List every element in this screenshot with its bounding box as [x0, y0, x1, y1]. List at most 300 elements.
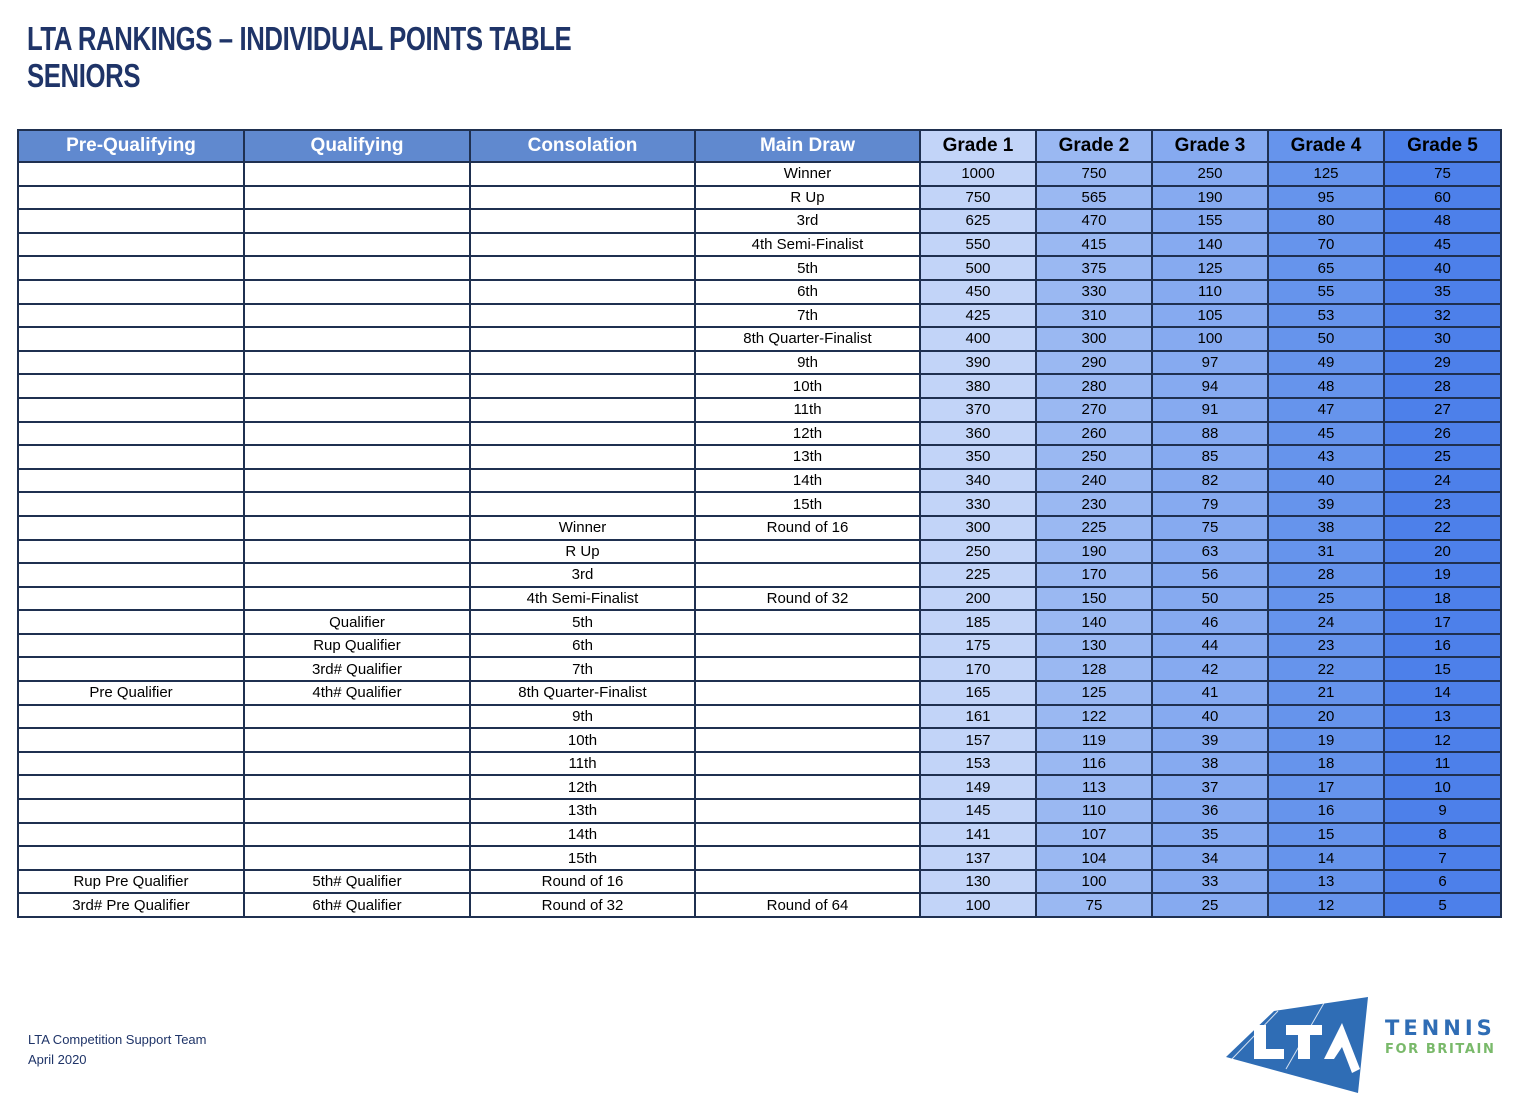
cell-pre-qualifying	[18, 634, 244, 658]
cell-grade-3: 46	[1152, 610, 1268, 634]
table-row	[18, 233, 1501, 257]
cell-grade-3: 37	[1152, 775, 1268, 799]
cell-consolation: 7th	[470, 657, 695, 681]
cell-grade-1: 225	[920, 563, 1036, 587]
cell-grade-4: 15	[1268, 823, 1384, 847]
header-pre-qualifying: Pre-Qualifying	[18, 130, 244, 162]
cell-grade-2: 565	[1036, 186, 1152, 210]
cell-grade-1: 300	[920, 516, 1036, 540]
cell-grade-1: 137	[920, 846, 1036, 870]
header-grade-5: Grade 5	[1384, 130, 1501, 162]
cell-main-draw: Round of 64	[695, 893, 920, 917]
table-row	[18, 256, 1501, 280]
cell-consolation: 14th	[470, 823, 695, 847]
cell-grade-2: 330	[1036, 280, 1152, 304]
cell-main-draw: 7th	[695, 304, 920, 328]
cell-grade-3: 25	[1152, 893, 1268, 917]
cell-pre-qualifying	[18, 540, 244, 564]
cell-main-draw	[695, 681, 920, 705]
table-row	[18, 398, 1501, 422]
table-row	[18, 563, 1501, 587]
cell-grade-4: 12	[1268, 893, 1384, 917]
cell-consolation: 9th	[470, 705, 695, 729]
cell-consolation	[470, 492, 695, 516]
cell-qualifying	[244, 162, 470, 186]
cell-main-draw: 12th	[695, 422, 920, 446]
cell-grade-3: 44	[1152, 634, 1268, 658]
cell-grade-2: 415	[1036, 233, 1152, 257]
cell-grade-3: 140	[1152, 233, 1268, 257]
cell-grade-1: 170	[920, 657, 1036, 681]
cell-grade-1: 425	[920, 304, 1036, 328]
cell-consolation: 12th	[470, 775, 695, 799]
cell-grade-4: 21	[1268, 681, 1384, 705]
cell-pre-qualifying	[18, 186, 244, 210]
cell-main-draw	[695, 870, 920, 894]
cell-qualifying	[244, 492, 470, 516]
cell-qualifying	[244, 422, 470, 446]
cell-grade-4: 31	[1268, 540, 1384, 564]
cell-main-draw: 3rd	[695, 209, 920, 233]
cell-main-draw: Round of 32	[695, 587, 920, 611]
cell-grade-5: 16	[1384, 634, 1501, 658]
cell-grade-1: 390	[920, 351, 1036, 375]
cell-pre-qualifying	[18, 752, 244, 776]
cell-grade-5: 48	[1384, 209, 1501, 233]
cell-qualifying	[244, 799, 470, 823]
cell-grade-4: 49	[1268, 351, 1384, 375]
cell-grade-2: 110	[1036, 799, 1152, 823]
cell-main-draw	[695, 563, 920, 587]
cell-qualifying	[244, 540, 470, 564]
table-row	[18, 327, 1501, 351]
cell-qualifying	[244, 374, 470, 398]
cell-grade-5: 20	[1384, 540, 1501, 564]
cell-grade-5: 11	[1384, 752, 1501, 776]
cell-grade-3: 97	[1152, 351, 1268, 375]
cell-pre-qualifying	[18, 775, 244, 799]
cell-grade-2: 122	[1036, 705, 1152, 729]
cell-qualifying	[244, 846, 470, 870]
cell-grade-4: 48	[1268, 374, 1384, 398]
cell-grade-5: 45	[1384, 233, 1501, 257]
cell-grade-5: 23	[1384, 492, 1501, 516]
table-row	[18, 422, 1501, 446]
table-body	[18, 162, 1501, 917]
cell-pre-qualifying	[18, 280, 244, 304]
cell-grade-2: 230	[1036, 492, 1152, 516]
cell-grade-3: 40	[1152, 705, 1268, 729]
cell-consolation: Winner	[470, 516, 695, 540]
cell-grade-5: 29	[1384, 351, 1501, 375]
logo-for-britain-text: FOR BRITAIN	[1385, 1042, 1496, 1057]
cell-grade-4: 18	[1268, 752, 1384, 776]
cell-grade-3: 190	[1152, 186, 1268, 210]
cell-grade-1: 250	[920, 540, 1036, 564]
cell-grade-4: 39	[1268, 492, 1384, 516]
cell-grade-3: 250	[1152, 162, 1268, 186]
cell-pre-qualifying	[18, 799, 244, 823]
cell-grade-3: 100	[1152, 327, 1268, 351]
header-grade-3: Grade 3	[1152, 130, 1268, 162]
cell-main-draw	[695, 540, 920, 564]
cell-grade-2: 119	[1036, 728, 1152, 752]
cell-main-draw: 8th Quarter-Finalist	[695, 327, 920, 351]
cell-consolation	[470, 162, 695, 186]
cell-pre-qualifying	[18, 351, 244, 375]
cell-grade-4: 47	[1268, 398, 1384, 422]
cell-consolation	[470, 233, 695, 257]
cell-grade-1: 165	[920, 681, 1036, 705]
cell-grade-4: 16	[1268, 799, 1384, 823]
cell-consolation	[470, 445, 695, 469]
cell-consolation	[470, 256, 695, 280]
cell-grade-1: 400	[920, 327, 1036, 351]
table-row	[18, 162, 1501, 186]
table-row	[18, 823, 1501, 847]
table-row	[18, 374, 1501, 398]
cell-qualifying	[244, 327, 470, 351]
cell-grade-4: 22	[1268, 657, 1384, 681]
cell-grade-5: 26	[1384, 422, 1501, 446]
cell-consolation	[470, 398, 695, 422]
cell-grade-2: 470	[1036, 209, 1152, 233]
table-row	[18, 610, 1501, 634]
page-title	[27, 20, 571, 94]
cell-grade-2: 130	[1036, 634, 1152, 658]
table-row	[18, 799, 1501, 823]
cell-grade-3: 91	[1152, 398, 1268, 422]
cell-grade-5: 12	[1384, 728, 1501, 752]
cell-pre-qualifying	[18, 374, 244, 398]
cell-main-draw	[695, 846, 920, 870]
cell-grade-1: 175	[920, 634, 1036, 658]
lta-court-logo-icon	[1226, 995, 1376, 1095]
cell-grade-4: 38	[1268, 516, 1384, 540]
cell-qualifying	[244, 587, 470, 611]
cell-main-draw: 6th	[695, 280, 920, 304]
cell-grade-2: 375	[1036, 256, 1152, 280]
cell-grade-1: 340	[920, 469, 1036, 493]
cell-grade-1: 350	[920, 445, 1036, 469]
cell-pre-qualifying	[18, 823, 244, 847]
cell-grade-4: 53	[1268, 304, 1384, 328]
cell-grade-1: 330	[920, 492, 1036, 516]
cell-grade-3: 36	[1152, 799, 1268, 823]
logo-tennis-text: TENNIS	[1385, 1016, 1496, 1040]
cell-qualifying: 4th# Qualifier	[244, 681, 470, 705]
cell-grade-5: 14	[1384, 681, 1501, 705]
cell-grade-1: 145	[920, 799, 1036, 823]
cell-grade-4: 14	[1268, 846, 1384, 870]
cell-grade-5: 8	[1384, 823, 1501, 847]
cell-pre-qualifying	[18, 610, 244, 634]
cell-pre-qualifying	[18, 304, 244, 328]
cell-main-draw	[695, 657, 920, 681]
cell-consolation: Round of 32	[470, 893, 695, 917]
lta-logo	[1226, 995, 1506, 1095]
cell-grade-3: 155	[1152, 209, 1268, 233]
cell-qualifying	[244, 705, 470, 729]
cell-grade-3: 56	[1152, 563, 1268, 587]
title-line-2: SENIORS	[27, 57, 141, 94]
cell-grade-2: 190	[1036, 540, 1152, 564]
cell-grade-3: 105	[1152, 304, 1268, 328]
cell-qualifying	[244, 304, 470, 328]
cell-qualifying	[244, 516, 470, 540]
cell-grade-4: 125	[1268, 162, 1384, 186]
cell-grade-1: 370	[920, 398, 1036, 422]
cell-qualifying	[244, 256, 470, 280]
footer-team: LTA Competition Support Team	[28, 1032, 207, 1047]
cell-consolation: 15th	[470, 846, 695, 870]
cell-grade-1: 380	[920, 374, 1036, 398]
cell-grade-5: 28	[1384, 374, 1501, 398]
cell-main-draw: 15th	[695, 492, 920, 516]
cell-grade-5: 25	[1384, 445, 1501, 469]
cell-grade-2: 280	[1036, 374, 1152, 398]
cell-main-draw: 11th	[695, 398, 920, 422]
cell-grade-4: 50	[1268, 327, 1384, 351]
cell-grade-3: 82	[1152, 469, 1268, 493]
table-row	[18, 209, 1501, 233]
cell-grade-5: 18	[1384, 587, 1501, 611]
table-row	[18, 587, 1501, 611]
cell-grade-2: 100	[1036, 870, 1152, 894]
cell-grade-1: 550	[920, 233, 1036, 257]
cell-pre-qualifying	[18, 469, 244, 493]
header-grade-2: Grade 2	[1036, 130, 1152, 162]
cell-grade-1: 360	[920, 422, 1036, 446]
title-line-1: LTA RANKINGS – INDIVIDUAL POINTS TABLE	[27, 20, 572, 57]
cell-consolation: 13th	[470, 799, 695, 823]
cell-consolation: R Up	[470, 540, 695, 564]
cell-grade-5: 13	[1384, 705, 1501, 729]
cell-grade-1: 500	[920, 256, 1036, 280]
cell-consolation	[470, 351, 695, 375]
cell-grade-4: 20	[1268, 705, 1384, 729]
cell-grade-5: 19	[1384, 563, 1501, 587]
cell-qualifying: 3rd# Qualifier	[244, 657, 470, 681]
cell-grade-2: 310	[1036, 304, 1152, 328]
cell-grade-4: 43	[1268, 445, 1384, 469]
cell-consolation	[470, 374, 695, 398]
cell-consolation: 5th	[470, 610, 695, 634]
cell-grade-3: 39	[1152, 728, 1268, 752]
cell-grade-3: 35	[1152, 823, 1268, 847]
cell-qualifying	[244, 445, 470, 469]
table-row	[18, 870, 1501, 894]
cell-qualifying	[244, 398, 470, 422]
cell-main-draw: 4th Semi-Finalist	[695, 233, 920, 257]
cell-main-draw	[695, 705, 920, 729]
cell-pre-qualifying	[18, 492, 244, 516]
cell-pre-qualifying	[18, 209, 244, 233]
cell-grade-3: 125	[1152, 256, 1268, 280]
table-row	[18, 846, 1501, 870]
header-consolation: Consolation	[470, 130, 695, 162]
cell-main-draw	[695, 728, 920, 752]
cell-consolation: 8th Quarter-Finalist	[470, 681, 695, 705]
cell-consolation: 11th	[470, 752, 695, 776]
cell-main-draw	[695, 634, 920, 658]
cell-grade-2: 128	[1036, 657, 1152, 681]
cell-pre-qualifying	[18, 256, 244, 280]
cell-grade-4: 23	[1268, 634, 1384, 658]
cell-qualifying	[244, 233, 470, 257]
cell-grade-3: 63	[1152, 540, 1268, 564]
cell-grade-5: 7	[1384, 846, 1501, 870]
table-row	[18, 893, 1501, 917]
cell-grade-2: 270	[1036, 398, 1152, 422]
cell-grade-4: 55	[1268, 280, 1384, 304]
cell-qualifying	[244, 775, 470, 799]
cell-main-draw: R Up	[695, 186, 920, 210]
cell-pre-qualifying	[18, 398, 244, 422]
cell-grade-1: 153	[920, 752, 1036, 776]
table-row	[18, 634, 1501, 658]
table-row	[18, 728, 1501, 752]
table-row	[18, 492, 1501, 516]
cell-grade-1: 161	[920, 705, 1036, 729]
cell-grade-2: 125	[1036, 681, 1152, 705]
cell-grade-5: 75	[1384, 162, 1501, 186]
cell-grade-5: 32	[1384, 304, 1501, 328]
cell-grade-5: 22	[1384, 516, 1501, 540]
cell-grade-1: 141	[920, 823, 1036, 847]
cell-grade-4: 95	[1268, 186, 1384, 210]
cell-grade-3: 85	[1152, 445, 1268, 469]
cell-grade-5: 40	[1384, 256, 1501, 280]
cell-main-draw: 9th	[695, 351, 920, 375]
cell-grade-4: 28	[1268, 563, 1384, 587]
header-main-draw: Main Draw	[695, 130, 920, 162]
cell-grade-4: 40	[1268, 469, 1384, 493]
cell-grade-4: 70	[1268, 233, 1384, 257]
cell-consolation	[470, 469, 695, 493]
cell-grade-3: 79	[1152, 492, 1268, 516]
cell-consolation	[470, 422, 695, 446]
cell-grade-1: 200	[920, 587, 1036, 611]
cell-pre-qualifying	[18, 516, 244, 540]
cell-main-draw: 5th	[695, 256, 920, 280]
cell-grade-2: 290	[1036, 351, 1152, 375]
cell-grade-4: 80	[1268, 209, 1384, 233]
cell-grade-3: 110	[1152, 280, 1268, 304]
table-row	[18, 186, 1501, 210]
table-row	[18, 705, 1501, 729]
cell-main-draw	[695, 799, 920, 823]
header-grade-1: Grade 1	[920, 130, 1036, 162]
cell-grade-1: 130	[920, 870, 1036, 894]
cell-pre-qualifying	[18, 233, 244, 257]
cell-qualifying: 6th# Qualifier	[244, 893, 470, 917]
cell-pre-qualifying	[18, 563, 244, 587]
table-row	[18, 469, 1501, 493]
cell-grade-1: 185	[920, 610, 1036, 634]
cell-pre-qualifying	[18, 327, 244, 351]
table-row	[18, 657, 1501, 681]
footer	[28, 1030, 206, 1070]
cell-grade-3: 75	[1152, 516, 1268, 540]
cell-grade-1: 100	[920, 893, 1036, 917]
cell-pre-qualifying	[18, 728, 244, 752]
table-row	[18, 752, 1501, 776]
cell-consolation	[470, 280, 695, 304]
cell-grade-1: 1000	[920, 162, 1036, 186]
cell-pre-qualifying	[18, 846, 244, 870]
cell-grade-5: 27	[1384, 398, 1501, 422]
cell-pre-qualifying: Pre Qualifier	[18, 681, 244, 705]
cell-main-draw: 13th	[695, 445, 920, 469]
cell-qualifying: Rup Qualifier	[244, 634, 470, 658]
cell-qualifying	[244, 563, 470, 587]
cell-grade-2: 107	[1036, 823, 1152, 847]
cell-grade-3: 88	[1152, 422, 1268, 446]
cell-grade-2: 300	[1036, 327, 1152, 351]
cell-grade-4: 45	[1268, 422, 1384, 446]
points-table	[17, 129, 1502, 918]
cell-consolation	[470, 186, 695, 210]
table-row	[18, 445, 1501, 469]
cell-main-draw: Winner	[695, 162, 920, 186]
cell-grade-2: 113	[1036, 775, 1152, 799]
cell-grade-4: 13	[1268, 870, 1384, 894]
cell-grade-1: 450	[920, 280, 1036, 304]
cell-grade-2: 750	[1036, 162, 1152, 186]
cell-grade-4: 19	[1268, 728, 1384, 752]
cell-grade-4: 24	[1268, 610, 1384, 634]
cell-grade-3: 94	[1152, 374, 1268, 398]
cell-main-draw: 14th	[695, 469, 920, 493]
footer-date: April 2020	[28, 1052, 87, 1067]
cell-consolation: 4th Semi-Finalist	[470, 587, 695, 611]
cell-grade-2: 104	[1036, 846, 1152, 870]
cell-main-draw: 10th	[695, 374, 920, 398]
table-row	[18, 351, 1501, 375]
cell-qualifying	[244, 752, 470, 776]
cell-qualifying	[244, 728, 470, 752]
cell-grade-5: 35	[1384, 280, 1501, 304]
table-row	[18, 540, 1501, 564]
cell-grade-2: 250	[1036, 445, 1152, 469]
cell-consolation: 3rd	[470, 563, 695, 587]
cell-grade-2: 225	[1036, 516, 1152, 540]
cell-grade-5: 17	[1384, 610, 1501, 634]
cell-consolation: 6th	[470, 634, 695, 658]
cell-qualifying	[244, 351, 470, 375]
cell-grade-3: 42	[1152, 657, 1268, 681]
cell-consolation	[470, 327, 695, 351]
cell-pre-qualifying	[18, 587, 244, 611]
cell-grade-1: 149	[920, 775, 1036, 799]
cell-grade-5: 9	[1384, 799, 1501, 823]
cell-grade-2: 260	[1036, 422, 1152, 446]
cell-consolation: Round of 16	[470, 870, 695, 894]
cell-pre-qualifying	[18, 162, 244, 186]
cell-consolation	[470, 209, 695, 233]
cell-main-draw: Round of 16	[695, 516, 920, 540]
cell-grade-2: 150	[1036, 587, 1152, 611]
cell-qualifying	[244, 823, 470, 847]
cell-qualifying	[244, 186, 470, 210]
cell-grade-5: 30	[1384, 327, 1501, 351]
cell-qualifying	[244, 209, 470, 233]
cell-grade-2: 170	[1036, 563, 1152, 587]
cell-grade-5: 60	[1384, 186, 1501, 210]
cell-grade-3: 33	[1152, 870, 1268, 894]
cell-pre-qualifying	[18, 705, 244, 729]
